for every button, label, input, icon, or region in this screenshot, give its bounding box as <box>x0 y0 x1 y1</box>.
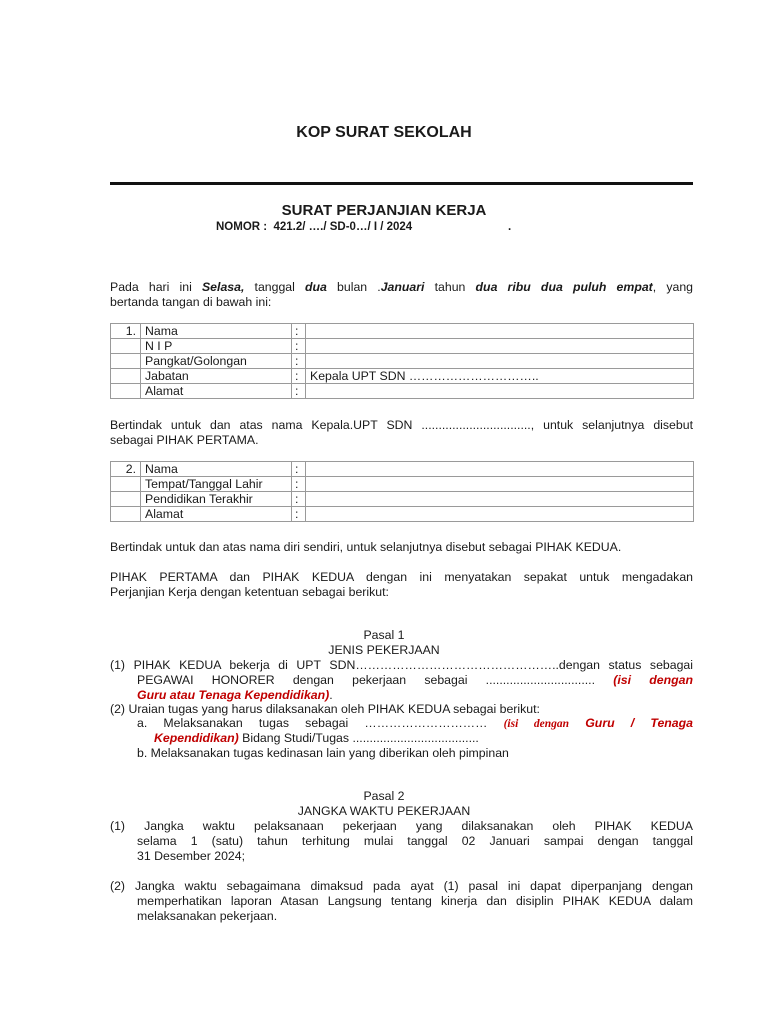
row-value[interactable] <box>306 384 694 399</box>
pasal2-item1-line3: 31 Desember 2024; <box>137 849 246 863</box>
row-label: Alamat <box>141 507 292 522</box>
pasal1-item2a-hint-small: (isi dengan <box>503 718 570 730</box>
row-colon: : <box>292 492 306 507</box>
party1-table <box>110 323 694 399</box>
pasal2-item2-line2: memperhatikan laporan Atasan Langsung tentang kinerja dan disiplin PIHAK KEDUA dalam <box>137 894 693 908</box>
row-value[interactable]: Kepala UPT SDN ………………………….. <box>306 369 694 384</box>
row-value[interactable] <box>306 507 694 522</box>
row-value[interactable] <box>306 477 694 492</box>
pasal1-item2a-text: a. Melaksanakan tugas sebagai ………………………… <box>137 716 504 730</box>
intro-month: Januari <box>380 280 425 294</box>
pasal1-item2a-line1 <box>137 716 693 732</box>
pasal1-item1-fill-hint-2: Guru atau Tenaga Kependidikan) <box>137 688 330 702</box>
table-row <box>111 477 694 492</box>
row-number-cell <box>111 354 141 369</box>
pasal2-subtitle: JANGKA WAKTU PEKERJAAN <box>297 804 471 818</box>
row-label: Tempat/Tanggal Lahir <box>141 477 292 492</box>
pasal1-item1-text: PEGAWAI HONORER dengan pekerjaan sebagai ................................ <box>137 673 614 687</box>
header-divider <box>110 182 693 185</box>
table-row <box>111 369 694 384</box>
row-value[interactable] <box>306 354 694 369</box>
agreement-line-1: PIHAK PERTAMA dan PIHAK KEDUA dengan ini menyatakan sepakat untuk mengadakan <box>110 570 693 584</box>
party1-statement-line-1: Bertindak untuk dan atas nama Kepala.UPT SDN ................................, untuk selanjutnya disebut <box>110 418 693 432</box>
pasal1-item2b: b. Melaksanakan tugas kedinasan lain yang diberikan oleh pimpinan <box>137 746 509 760</box>
row-number-cell <box>111 477 141 492</box>
row-colon: : <box>292 477 306 492</box>
document-title: SURAT PERJANJIAN KERJA <box>281 202 487 219</box>
row-label: Nama <box>141 324 292 339</box>
pasal2-title: Pasal 2 <box>363 789 405 803</box>
row-colon: : <box>292 462 306 477</box>
row-number-cell <box>111 492 141 507</box>
table-row <box>111 339 694 354</box>
row-label: Nama <box>141 462 292 477</box>
row-value[interactable] <box>306 492 694 507</box>
intro-line-2: bertanda tangan di bawah ini: <box>110 295 272 309</box>
row-colon: : <box>292 507 306 522</box>
row-colon: : <box>292 339 306 354</box>
party2-number: 2. <box>111 462 141 477</box>
party1-statement-line-2: sebagai PIHAK PERTAMA. <box>110 433 259 447</box>
table-row <box>111 507 694 522</box>
table-row <box>111 492 694 507</box>
party2-statement: Bertindak untuk dan atas nama diri sendiri, untuk selanjutnya disebut sebagai PIHAK KEDUA. <box>110 540 622 554</box>
pasal2-item1-line1: (1) Jangka waktu pelaksanaan pekerjaan yang dilaksanakan oleh PIHAK KEDUA <box>110 819 693 833</box>
party1-number: 1. <box>111 324 141 339</box>
intro-date: dua <box>305 280 327 294</box>
intro-text: bulan . <box>326 280 381 294</box>
intro-line-1 <box>110 280 693 295</box>
pasal1-item1-line3 <box>137 688 333 703</box>
row-number-cell <box>111 339 141 354</box>
pasal1-item1-end: . <box>329 688 333 702</box>
row-label: Alamat <box>141 384 292 399</box>
intro-day: Selasa, <box>201 280 245 294</box>
pasal2-item1-line2: selama 1 (satu) tahun terhitung mulai tanggal 02 Januari sampai dengan tanggal <box>137 834 693 848</box>
pasal1-subtitle: JENIS PEKERJAAN <box>328 643 440 657</box>
row-number-cell <box>111 384 141 399</box>
row-number-cell <box>111 507 141 522</box>
table-row <box>111 384 694 399</box>
row-value[interactable] <box>306 462 694 477</box>
pasal1-item2a-hint: Guru / Tenaga <box>569 716 693 730</box>
pasal1-item2a-rest: Bidang Studi/Tugas ..................................... <box>238 731 479 745</box>
row-colon: : <box>292 354 306 369</box>
party2-table <box>110 461 694 522</box>
row-colon: : <box>292 324 306 339</box>
intro-text: , yang <box>652 280 694 294</box>
pasal1-item2a-line2 <box>154 731 479 746</box>
row-number-cell <box>111 369 141 384</box>
pasal1-item2: (2) Uraian tugas yang harus dilaksanakan oleh PIHAK KEDUA sebagai berikut: <box>110 702 540 716</box>
row-label: N I P <box>141 339 292 354</box>
intro-text: tanggal <box>244 280 306 294</box>
table-row <box>111 462 694 477</box>
intro-year: dua ribu dua puluh empat <box>475 280 653 294</box>
row-label: Pendidikan Terakhir <box>141 492 292 507</box>
pasal2-item2-line1: (2) Jangka waktu sebagaimana dimaksud pada ayat (1) pasal ini dapat diperpanjang dengan <box>110 879 693 893</box>
pasal2-item2-line3: melaksanakan pekerjaan. <box>137 909 278 923</box>
pasal1-item1-fill-hint: (isi dengan <box>613 673 693 687</box>
row-colon: : <box>292 384 306 399</box>
pasal1-item1-line1: (1) PIHAK KEDUA bekerja di UPT SDN…………………………………………..dengan status sebagai <box>110 658 693 672</box>
row-colon: : <box>292 369 306 384</box>
letterhead-placeholder: KOP SURAT SEKOLAH <box>296 124 472 141</box>
pasal1-item2a-hint-2: Kependidikan) <box>154 731 239 745</box>
row-label: Jabatan <box>141 369 292 384</box>
table-row <box>111 324 694 339</box>
row-value[interactable] <box>306 339 694 354</box>
row-label: Pangkat/Golongan <box>141 354 292 369</box>
row-value[interactable] <box>306 324 694 339</box>
document-number: NOMOR : 421.2/ …./ SD-0…/ I / 2024 . <box>216 221 512 233</box>
table-row <box>111 354 694 369</box>
intro-text: Pada hari ini <box>110 280 202 294</box>
pasal1-item1-line2 <box>137 673 693 688</box>
intro-text: tahun <box>424 280 476 294</box>
pasal1-title: Pasal 1 <box>363 628 405 642</box>
agreement-line-2: Perjanjian Kerja dengan ketentuan sebagai berikut: <box>110 585 389 599</box>
